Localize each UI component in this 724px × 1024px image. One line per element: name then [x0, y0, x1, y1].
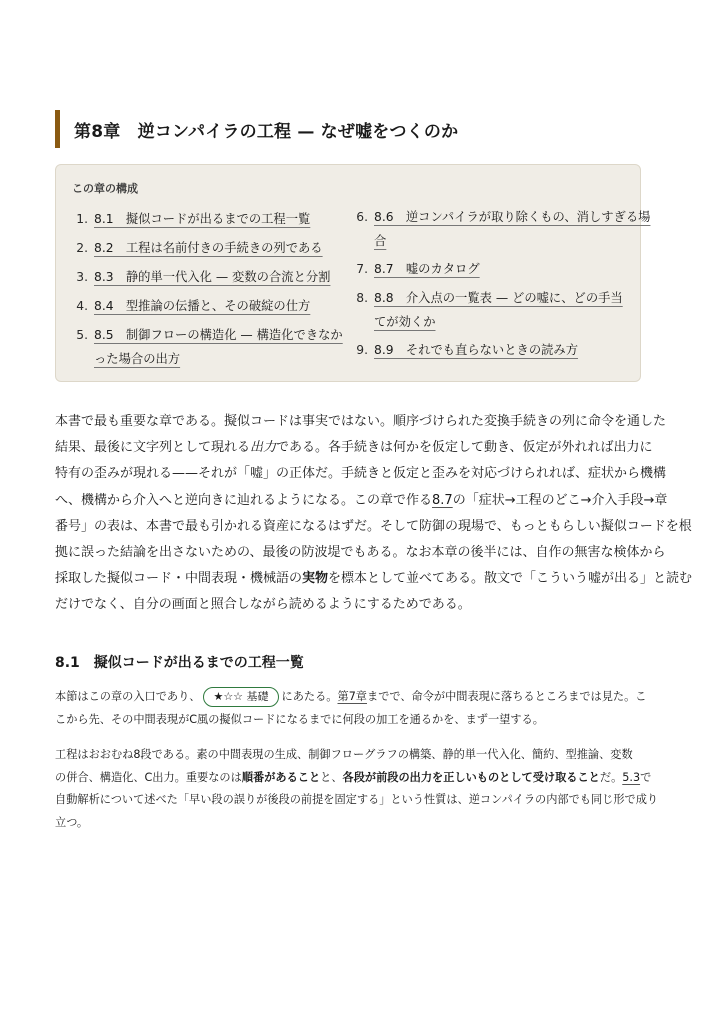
toc-item-link[interactable]: 8.9 それでも直らないときの読み方 — [374, 343, 579, 357]
section-link-8-7[interactable]: 8.7 — [432, 492, 453, 508]
intro-paragraph: 本書で最も重要な章である。擬似コードは事実ではない。順序づけられた変換手続きの列に命令を通した 結果、最後に文字列として現れる出力である。各手続きは何かを仮定して動き、仮定が外れれば出力に 特有の歪みが現れる——それが「嘘」の正体だ。手続きと仮定と歪みを対応づけられれば、症状から機構 へ、機構から介入へと逆向きに辿れるようになる。この章で作る8.7の「症状→工程のどこ→介入手段→章 番号」の表は、本書で最も引かれる資産になるはずだ。そして防御の現場で、もっともらしい擬似コードを根 拠に誤った結論を出さないための、最後の防波堤でもある。なお本章の後半には、自作の無害な検体から 採取した擬似コード・中間表現・機械語の実物を標本として並べてある。散文で「こういう嘘が出る」と読む だけでなく、自分の画面と照合しながら読めるようにするためである。 — [55, 414, 693, 613]
toc-item-number: 1. — [76, 212, 88, 226]
toc-item-number: 3. — [76, 270, 88, 284]
toc-item-number: 5. — [76, 328, 88, 342]
difficulty-badge: ★☆☆ 基礎 — [203, 687, 278, 707]
toc-item-link[interactable]: 8.4 型推論の伝播と、その破綻の仕方 — [94, 299, 311, 313]
chapter-heading — [55, 110, 458, 148]
toc-item-number: 8. — [356, 291, 368, 305]
chapter-accent-bar — [55, 110, 60, 148]
toc-item-link[interactable]: 8.8 介入点の一覧表 — どの嘘に、どの手当 てが効くか — [374, 291, 623, 329]
bold-specimen: 実物 — [302, 571, 329, 587]
chapter-7-link[interactable]: 第7章 — [337, 690, 367, 703]
toc-item-link[interactable]: 8.7 嘘のカタログ — [374, 262, 480, 276]
toc-item-number: 7. — [356, 262, 368, 276]
section-intro-paragraph: 本節はこの章の入口であり、 ★☆☆ 基礎 にあたる。第7章までで、命令が中間表現に落ちるところまでは見た。こ こから先、その中間表現がC風の擬似コードになるまでに何段の加工を通るかを、まず一望する。 — [55, 686, 667, 731]
chapter-title: 第8章 逆コンパイラの工程 — なぜ嘘をつくのか — [74, 121, 459, 142]
toc-label: この章の構成 — [72, 182, 138, 195]
stages-paragraph: 工程はおおむね8段である。素の中間表現の生成、制御フローグラフの構築、静的単一代入化、簡約、型推論、変数 の併合、構造化、C出力。重要なのは順番があることと、各段が前段の出力を正しいものとして受け取ることだ。5.3で 自動解析について述べた「早い段の誤りが後段の前提を固定する」という性質は、逆コンパイラの内部でも同じ形で成り 立つ。 — [55, 748, 659, 829]
toc-item-number: 9. — [356, 343, 368, 357]
emphasis-output: 出力 — [250, 440, 277, 456]
toc-item-link[interactable]: 8.5 制御フローの構造化 — 構造化できなか った場合の出方 — [94, 328, 343, 366]
toc-item-number: 6. — [356, 210, 368, 224]
toc-item-link[interactable]: 8.3 静的単一代入化 — 変数の合流と分割 — [94, 270, 331, 284]
toc-box — [55, 164, 651, 382]
toc-item-number: 4. — [76, 299, 88, 313]
toc-item-number: 2. — [76, 241, 88, 255]
toc-item-link[interactable]: 8.6 逆コンパイラが取り除くもの、消しすぎる場 合 — [374, 210, 651, 248]
section-link-5-3[interactable]: 5.3 — [622, 770, 641, 784]
section-title: 8.1 擬似コードが出るまでの工程一覧 — [55, 655, 304, 671]
toc-item-link[interactable]: 8.2 工程は名前付きの手続きの列である — [94, 241, 323, 255]
toc-item-link[interactable]: 8.1 擬似コードが出るまでの工程一覧 — [94, 212, 311, 226]
